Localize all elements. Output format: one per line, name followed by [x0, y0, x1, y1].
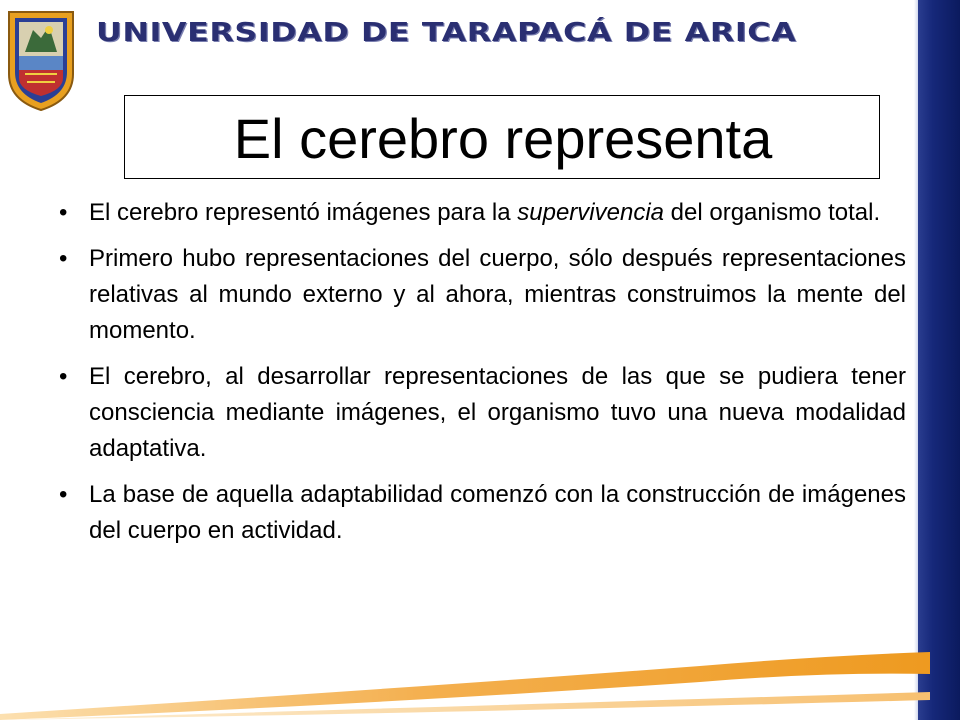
bullet-marker: •	[59, 199, 68, 226]
bullet-text-tail: del organismo total.	[664, 199, 881, 226]
right-navy-bar	[918, 0, 960, 720]
slide-title: El cerebro representa	[233, 107, 773, 170]
bullet-text: El cerebro representó imágenes para la	[89, 199, 518, 226]
orange-swoosh-decoration	[0, 630, 930, 720]
bullet-text: El cerebro, al desarrollar representaciones de las que se pudiera tener consciencia mediante imágenes, el organismo tuvo una nueva modalidad adaptativa.	[89, 363, 906, 462]
university-name: UNIVERSIDAD DE TARAPACÁ DE ARICA	[96, 18, 797, 48]
bullet-marker: •	[59, 245, 68, 272]
bullet-item	[56, 195, 906, 231]
bullet-marker: •	[59, 363, 68, 390]
bullet-list	[56, 195, 906, 559]
bullet-item	[56, 241, 906, 349]
university-crest-icon	[5, 8, 77, 112]
title-box	[124, 95, 880, 179]
bullet-marker: •	[59, 481, 68, 508]
bullet-item	[56, 477, 906, 549]
bullet-emphasis: supervivencia	[517, 199, 664, 226]
bullet-item	[56, 359, 906, 467]
bullet-text: La base de aquella adaptabilidad comenzó con la construcción de imágenes del cuerpo en actividad.	[89, 481, 906, 544]
bullet-text: Primero hubo representaciones del cuerpo, sólo después representaciones relativas al mundo externo y al ahora, mientras construimos la mente del momento.	[89, 245, 906, 344]
